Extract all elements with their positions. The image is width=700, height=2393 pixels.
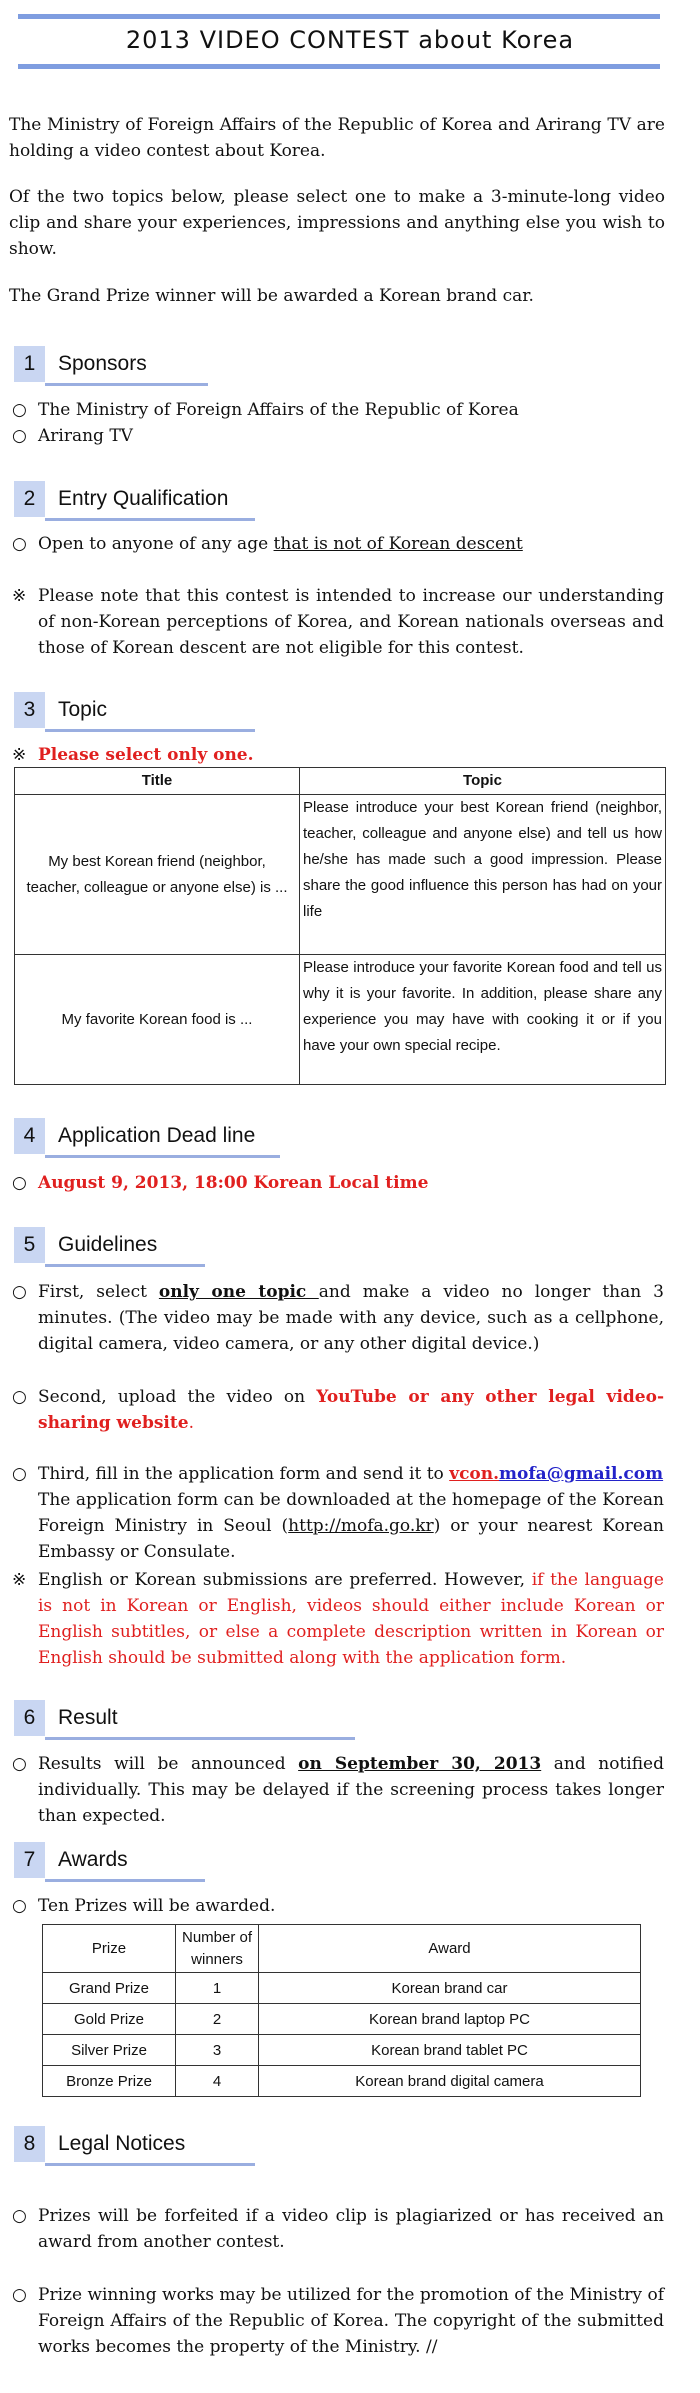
section-underline	[45, 1737, 355, 1740]
bullet: ○	[12, 400, 27, 420]
note-mark: ※	[12, 745, 27, 765]
topic-title-cell: My favorite Korean food is ...	[15, 955, 300, 1085]
prize-award: Korean brand tablet PC	[259, 2035, 641, 2066]
bullet: ○	[12, 1464, 27, 1484]
section-label: Sponsors	[58, 352, 147, 375]
text: First, select	[38, 1282, 159, 1302]
bullet: ○	[12, 534, 27, 554]
emphasis-text: on September 30, 2013	[298, 1754, 542, 1774]
section-label: Topic	[58, 698, 108, 721]
guideline-2: Second, upload the video on YouTube or any other legal video-sharing website.	[38, 1387, 664, 1433]
col-header-topic: Topic	[300, 768, 666, 795]
awards-table	[42, 1924, 641, 2097]
prize-name: Silver Prize	[43, 2035, 176, 2066]
sponsor-item: The Ministry of Foreign Affairs of the Republic of Korea	[38, 400, 519, 420]
section-underline	[45, 729, 255, 732]
prize-name: Bronze Prize	[43, 2066, 176, 2097]
page-title: 2013 VIDEO CONTEST about Korea	[125, 26, 575, 54]
email-link-part[interactable]: vcon.	[449, 1464, 500, 1484]
text: Results will be announced	[38, 1754, 299, 1774]
prize-name: Grand Prize	[43, 1973, 176, 2004]
underlined-text: that is not of Korean descent	[273, 534, 523, 554]
prize-award: Korean brand laptop PC	[259, 2004, 641, 2035]
result-text	[38, 1751, 664, 1829]
intro-paragraph-3: The Grand Prize winner will be awarded a Korean brand car.	[9, 286, 534, 306]
topic-title-cell: My best Korean friend (neighbor, teacher, colleague or anyone else) is ...	[15, 795, 300, 955]
legal-notice-2: Prize winning works may be utilized for the promotion of the Ministry of Foreign Affairs of the Republic of Korea. The copyright of the submitted works becomes the property of the Ministry. //	[38, 2285, 664, 2357]
text: and make a video no longer than 3 minutes. (The video may be made with any device, such as a cellphone, digital camera, video camera, or any other digital device.)	[38, 1282, 664, 1354]
note-mark: ※	[12, 1570, 27, 1590]
text: Second, upload the video on	[38, 1387, 317, 1407]
note-mark: ※	[12, 586, 27, 606]
emphasis-text: YouTube or any other legal video-sharing website	[38, 1387, 664, 1433]
text: The application form can be downloaded at the homepage of the Korean Foreign Ministry in Seoul (	[38, 1490, 664, 1536]
text: Third, fill in the application form and send it to	[38, 1464, 450, 1484]
title-rule	[18, 64, 660, 69]
section-label: Entry Qualification	[58, 487, 229, 510]
prize-winners: 2	[176, 2004, 259, 2035]
section-number: 2	[14, 481, 45, 517]
section-underline	[45, 1155, 280, 1158]
language-note	[38, 1567, 664, 1671]
section-label: Legal Notices	[58, 2132, 186, 2155]
col-header-title: Title	[15, 768, 300, 795]
bullet: ○	[12, 1754, 27, 1774]
bullet: ○	[12, 1387, 27, 1407]
prize-name: Gold Prize	[43, 2004, 176, 2035]
col-header-winners: Number of winners	[176, 1925, 259, 1973]
section-number: 6	[14, 1700, 45, 1736]
section-number: 3	[14, 692, 45, 728]
bullet: ○	[12, 426, 27, 446]
section-label: Result	[58, 1706, 118, 1729]
section-number: 8	[14, 2126, 45, 2162]
bullet: ○	[12, 1896, 27, 1916]
topic-description-cell: Please introduce your favorite Korean food and tell us why it is your favorite. In addition, please share any experience you may have with cooking it or if you have your own special recipe.	[300, 955, 666, 1085]
section-underline	[45, 518, 255, 521]
section-number: 1	[14, 346, 45, 382]
sponsor-item: Arirang TV	[38, 426, 133, 446]
top-rule	[18, 14, 660, 19]
emphasis-text: if the language is not in Korean or English, videos should either include Korean or English subtitles, or else a complete description written in Korean or English should be submitted along with the application form.	[38, 1570, 664, 1668]
email-link[interactable]: mofa@gmail.com	[499, 1464, 664, 1484]
section-underline	[45, 383, 208, 386]
prize-award: Korean brand car	[259, 1973, 641, 2004]
col-header-prize: Prize	[43, 1925, 176, 1973]
bullet: ○	[12, 1282, 27, 1302]
text: Open to anyone of any age	[38, 534, 274, 554]
section-label: Awards	[58, 1848, 128, 1871]
guideline-3	[38, 1461, 664, 1565]
col-header-award: Award	[259, 1925, 641, 1973]
section-underline	[45, 2163, 255, 2166]
section-label: Application Dead line	[58, 1124, 256, 1147]
prize-winners: 3	[176, 2035, 259, 2066]
section-underline	[45, 1264, 205, 1267]
intro-paragraph-2: Of the two topics below, please select one to make a 3-minute-long video clip and share your experiences, impressions and anything else you wish to show.	[9, 187, 665, 259]
section-underline	[45, 1879, 205, 1882]
legal-notice-1: Prizes will be forfeited if a video clip is plagiarized or has received an award from another contest.	[38, 2206, 664, 2252]
text: and notified individually. This may be delayed if the screening process takes longer than expected.	[38, 1754, 664, 1826]
emphasis-text: only one topic	[158, 1282, 319, 1302]
entry-qualification-item	[38, 531, 664, 557]
section-number: 5	[14, 1227, 45, 1263]
bullet: ○	[12, 2206, 27, 2226]
text: ) or your nearest Korean Embassy or Consulate.	[38, 1516, 664, 1562]
topic-table	[14, 767, 666, 1085]
section-label: Guidelines	[58, 1233, 158, 1256]
mofa-website-link[interactable]: http://mofa.go.kr	[288, 1516, 434, 1536]
bullet: ○	[12, 2285, 27, 2305]
prize-winners: 1	[176, 1973, 259, 2004]
intro-paragraph-1: The Ministry of Foreign Affairs of the Republic of Korea and Arirang TV are holding a video contest about Korea.	[9, 115, 665, 161]
guideline-1	[38, 1279, 664, 1357]
text: English or Korean submissions are preferred. However,	[38, 1570, 532, 1590]
prize-award: Korean brand digital camera	[259, 2066, 641, 2097]
prize-winners: 4	[176, 2066, 259, 2097]
entry-note: Please note that this contest is intended to increase our understanding of non-Korean perceptions of Korea, and Korean nationals overseas and those of Korean descent are not eligible for this contest.	[38, 586, 664, 658]
bullet: ○	[12, 1173, 27, 1193]
deadline-text: August 9, 2013, 18:00 Korean Local time	[38, 1173, 429, 1193]
topic-description-cell: Please introduce your best Korean friend (neighbor, teacher, colleague and anyone else) and tell us how he/she has made such a good impression. Please share the good influence this person has had on your life	[300, 795, 666, 955]
section-number: 4	[14, 1118, 45, 1154]
awards-intro: Ten Prizes will be awarded.	[38, 1896, 276, 1916]
topic-select-note: Please select only one.	[38, 745, 254, 765]
section-number: 7	[14, 1842, 45, 1878]
